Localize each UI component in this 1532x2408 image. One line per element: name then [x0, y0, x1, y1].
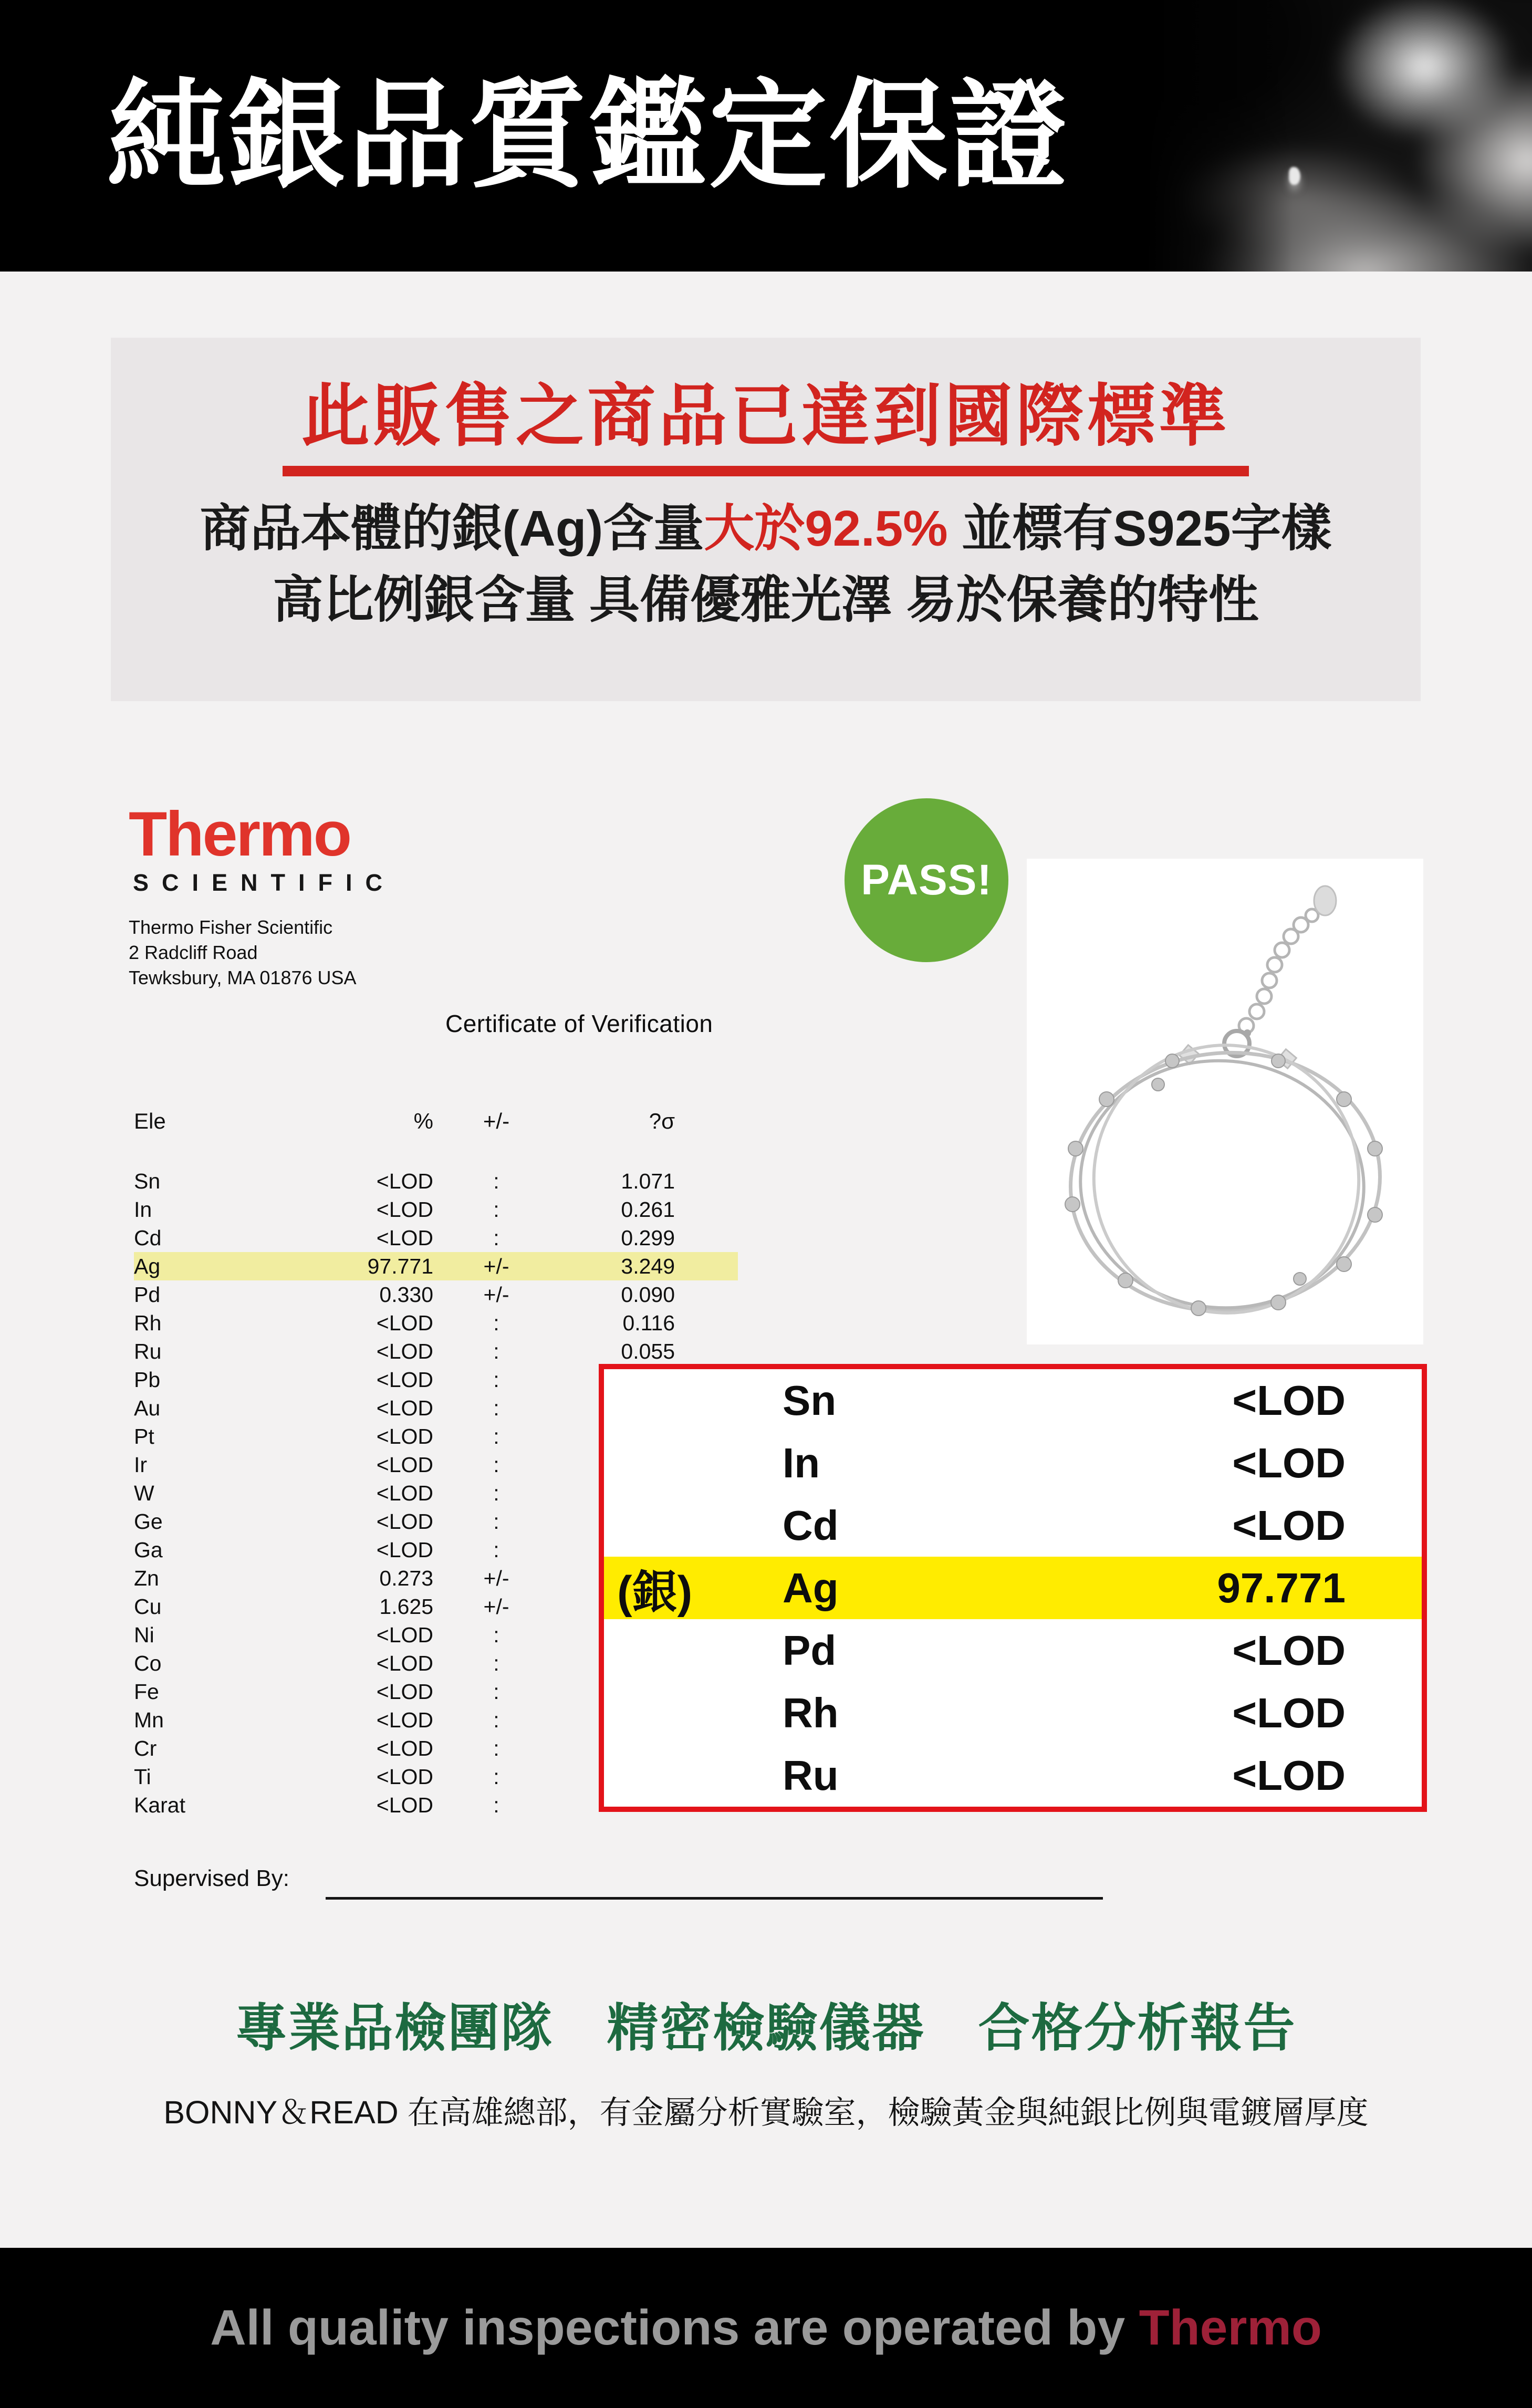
- element-symbol: Sn: [134, 1169, 161, 1193]
- element-symbol: Rh: [134, 1310, 162, 1335]
- certificate-row: [134, 1337, 738, 1365]
- lab-address: [129, 915, 357, 991]
- element-sigma: 0.299: [621, 1225, 675, 1250]
- certificate-column-header: +/-: [483, 1109, 510, 1133]
- element-symbol: Ag: [783, 1564, 839, 1611]
- plus-minus-mark: :: [493, 1169, 499, 1193]
- footer-text: All quality inspections are operated by: [210, 2300, 1139, 2355]
- element-symbol: Sn: [783, 1377, 837, 1424]
- plus-minus-mark: :: [493, 1310, 499, 1335]
- element-symbol: In: [134, 1197, 152, 1222]
- element-percent: <LOD: [376, 1424, 433, 1448]
- element-symbol: Pd: [134, 1282, 161, 1307]
- element-percent: <LOD: [376, 1481, 433, 1505]
- certificate-column-header: %: [413, 1109, 433, 1133]
- page-footer: [0, 2248, 1532, 2408]
- plus-minus-mark: +/-: [483, 1282, 509, 1307]
- element-symbol: Ag: [134, 1254, 161, 1278]
- plus-minus-mark: :: [493, 1651, 499, 1675]
- element-percent: <LOD: [376, 1792, 433, 1817]
- element-value: <LOD: [1232, 1689, 1346, 1736]
- certificate-header-row: [134, 1107, 738, 1135]
- plus-minus-mark: +/-: [483, 1594, 509, 1619]
- element-sigma: 1.071: [621, 1169, 675, 1193]
- thermo-logo-subtitle: SCIENTIFIC: [133, 869, 396, 896]
- zoom-result-row: [604, 1557, 1422, 1619]
- zoom-result-row: [604, 1494, 1422, 1557]
- zoom-result-row: [604, 1682, 1422, 1744]
- element-symbol: Rh: [783, 1689, 839, 1736]
- thermo-logo-wordmark: Thermo: [129, 799, 351, 869]
- plus-minus-mark: :: [493, 1367, 499, 1392]
- certificate-row: [134, 1252, 738, 1280]
- element-symbol: Cd: [134, 1225, 162, 1250]
- page-header: [0, 0, 1532, 272]
- element-symbol: Ni: [134, 1622, 154, 1647]
- element-symbol: Ru: [783, 1752, 839, 1799]
- element-value: <LOD: [1232, 1752, 1346, 1799]
- element-percent: 0.273: [379, 1566, 433, 1590]
- element-percent: <LOD: [376, 1452, 433, 1477]
- element-percent: <LOD: [376, 1169, 433, 1193]
- page-title: 純銀品質鑑定保證: [108, 69, 1070, 202]
- claims-heading: 專業品檢團隊 精密檢驗儀器 合格分析報告: [235, 1999, 1297, 2057]
- element-value: <LOD: [1232, 1502, 1346, 1549]
- element-symbol: Cr: [134, 1736, 157, 1760]
- element-symbol: W: [134, 1481, 154, 1505]
- element-percent: <LOD: [376, 1764, 433, 1789]
- element-value: 97.771: [1217, 1564, 1346, 1611]
- pass-badge: [845, 798, 1008, 962]
- zoom-result-row: [604, 1432, 1422, 1494]
- zoom-result-row: [604, 1744, 1422, 1807]
- footer-brand-thermo: Thermo: [1139, 2300, 1322, 2355]
- model-photo: [1146, 0, 1532, 272]
- element-percent: 97.771: [367, 1254, 433, 1278]
- zoom-result-row: [604, 1369, 1422, 1432]
- element-percent: <LOD: [376, 1339, 433, 1363]
- claim-line-2: [111, 501, 1421, 557]
- element-percent: <LOD: [376, 1509, 433, 1534]
- element-percent: <LOD: [376, 1679, 433, 1704]
- element-symbol: Mn: [134, 1707, 164, 1732]
- standard-claim-box: [111, 338, 1421, 701]
- claim-line-3: 高比例銀含量 具備優雅光澤 易於保養的特性: [273, 572, 1259, 628]
- element-symbol: Ti: [134, 1764, 151, 1789]
- element-percent: <LOD: [376, 1310, 433, 1335]
- thermo-scientific-logo: [129, 799, 396, 896]
- supervised-by-label: Supervised By:: [134, 1865, 289, 1891]
- certificate-row: [134, 1167, 738, 1195]
- bracelet-illustration: [1027, 859, 1423, 1344]
- plus-minus-mark: :: [493, 1197, 499, 1222]
- element-percent: <LOD: [376, 1651, 433, 1675]
- element-percent: <LOD: [376, 1736, 433, 1760]
- element-symbol: Pt: [134, 1424, 154, 1448]
- product-photo: [1027, 859, 1423, 1344]
- element-symbol: Au: [134, 1395, 161, 1420]
- element-percent: <LOD: [376, 1622, 433, 1647]
- plus-minus-mark: :: [493, 1707, 499, 1732]
- element-symbol: Pd: [783, 1627, 837, 1674]
- pass-badge-label: PASS!: [861, 856, 992, 904]
- element-sigma: 0.055: [621, 1339, 675, 1363]
- plus-minus-mark: :: [493, 1509, 499, 1534]
- element-sigma: 0.090: [621, 1282, 675, 1307]
- element-value: <LOD: [1232, 1377, 1346, 1424]
- claim-line2-highlight: 大於92.5%: [704, 501, 948, 557]
- plus-minus-mark: :: [493, 1395, 499, 1420]
- element-value: <LOD: [1232, 1439, 1346, 1486]
- certificate-column-header: Ele: [134, 1109, 166, 1133]
- certificate-row: [134, 1280, 738, 1309]
- element-sigma: 0.261: [621, 1197, 675, 1222]
- plus-minus-mark: :: [493, 1622, 499, 1647]
- element-percent: 1.625: [379, 1594, 433, 1619]
- element-percent: <LOD: [376, 1537, 433, 1562]
- certificate-title: Certificate of Verification: [445, 1010, 713, 1037]
- element-value: <LOD: [1232, 1627, 1346, 1674]
- plus-minus-mark: +/-: [483, 1254, 509, 1278]
- certificate-row: [134, 1224, 738, 1252]
- element-symbol: Ge: [134, 1509, 163, 1534]
- element-symbol: Zn: [134, 1566, 159, 1590]
- lab-address-line: Thermo Fisher Scientific: [129, 916, 333, 938]
- certificate-row: [134, 1195, 738, 1224]
- zoom-result-row: [604, 1619, 1422, 1682]
- element-sigma: 0.116: [622, 1310, 675, 1335]
- certificate-column-header: ?σ: [649, 1109, 675, 1133]
- plus-minus-mark: :: [493, 1481, 499, 1505]
- result-zoom-panel: [599, 1364, 1427, 1812]
- plus-minus-mark: :: [493, 1452, 499, 1477]
- element-symbol: Cu: [134, 1594, 162, 1619]
- plus-minus-mark: :: [493, 1225, 499, 1250]
- element-symbol: Pb: [134, 1367, 161, 1392]
- plus-minus-mark: :: [493, 1792, 499, 1817]
- element-symbol: Ru: [134, 1339, 162, 1363]
- plus-minus-mark: +/-: [483, 1566, 509, 1590]
- element-percent: <LOD: [376, 1707, 433, 1732]
- plus-minus-mark: :: [493, 1679, 499, 1704]
- element-symbol: In: [783, 1439, 820, 1486]
- plus-minus-mark: :: [493, 1764, 499, 1789]
- element-symbol: Co: [134, 1651, 162, 1675]
- plus-minus-mark: :: [493, 1339, 499, 1363]
- photo-fade-overlay: [1146, 0, 1532, 272]
- element-percent: <LOD: [376, 1225, 433, 1250]
- claims-body: BONNY＆READ 在高雄總部，有金屬分析實驗室，檢驗黃金與純銀比例與電鍍層厚度: [163, 2094, 1369, 2130]
- claim-line2-prefix: 商品本體的銀(Ag)含量: [200, 501, 704, 557]
- lab-address-line: Tewksbury, MA 01876 USA: [129, 967, 357, 988]
- element-symbol: Ir: [134, 1452, 148, 1477]
- lab-address-line: 2 Radcliff Road: [129, 942, 258, 963]
- claim-line2-suffix: 並標有S925字樣: [947, 501, 1332, 557]
- element-sigma: 3.249: [621, 1254, 675, 1278]
- element-symbol: Fe: [134, 1679, 159, 1704]
- element-symbol: Karat: [134, 1792, 185, 1817]
- signature-line: [326, 1897, 1103, 1900]
- claim-title: 此販售之商品已達到國際標準: [301, 378, 1230, 454]
- element-cjk-label: (銀): [617, 1567, 693, 1618]
- element-symbol: Ga: [134, 1537, 163, 1562]
- element-symbol: Cd: [783, 1502, 839, 1549]
- plus-minus-mark: :: [493, 1537, 499, 1562]
- element-percent: <LOD: [376, 1367, 433, 1392]
- certificate-row: [134, 1309, 738, 1337]
- element-percent: <LOD: [376, 1395, 433, 1420]
- plus-minus-mark: :: [493, 1424, 499, 1448]
- element-percent: 0.330: [379, 1282, 433, 1307]
- claim-title-underline: [283, 466, 1249, 476]
- plus-minus-mark: :: [493, 1736, 499, 1760]
- element-percent: <LOD: [376, 1197, 433, 1222]
